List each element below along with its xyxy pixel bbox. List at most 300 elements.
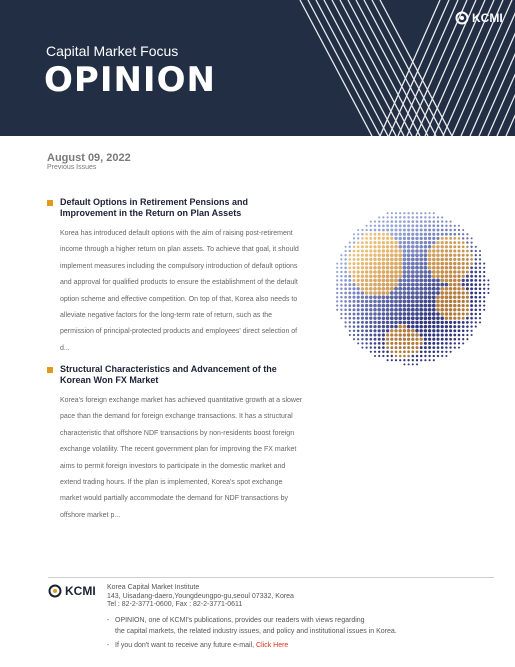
globe-dot <box>453 279 456 282</box>
globe-dot <box>382 351 384 353</box>
globe-dot <box>361 275 364 278</box>
globe-dot <box>428 274 432 278</box>
globe-dot <box>382 338 385 341</box>
globe-dot <box>432 237 435 240</box>
globe-dot <box>415 333 418 336</box>
article-title[interactable] <box>60 197 248 219</box>
globe-dot <box>441 216 443 218</box>
globe-dot <box>415 274 419 278</box>
globe-dot <box>436 312 440 316</box>
globe-dot <box>432 241 435 244</box>
globe-dot <box>415 266 419 270</box>
globe-dot <box>353 266 356 269</box>
globe-dot <box>398 287 402 291</box>
globe-dot <box>428 308 432 312</box>
globe-dot <box>445 237 448 240</box>
globe-dot <box>344 321 346 323</box>
globe-dot <box>432 342 435 345</box>
globe-dot <box>398 253 402 257</box>
globe-dot <box>466 233 468 235</box>
article-headline[interactable] <box>47 197 307 219</box>
globe-dot <box>466 254 469 257</box>
globe-dot <box>419 270 423 274</box>
globe-dot <box>407 266 411 270</box>
globe-dot <box>436 253 440 257</box>
globe-dot <box>445 351 447 353</box>
globe-dot <box>471 334 473 336</box>
globe-dot <box>390 262 394 266</box>
globe-dot <box>449 254 452 257</box>
globe-dot <box>419 249 423 253</box>
globe-dot <box>466 258 469 261</box>
globe-dot <box>407 300 411 304</box>
globe-dot <box>415 228 418 231</box>
globe-dot <box>483 309 485 311</box>
globe-dot <box>475 309 478 312</box>
globe-dot <box>408 363 410 365</box>
globe-dot <box>353 313 356 316</box>
globe-dot <box>407 253 411 257</box>
globe-dot <box>344 254 346 256</box>
globe-dot <box>466 241 468 243</box>
globe-dot <box>377 266 381 270</box>
kcmi-logo-text: KCMI <box>65 584 96 598</box>
globe-dot <box>407 346 410 349</box>
globe-dot <box>483 271 485 273</box>
globe-dot <box>361 287 364 290</box>
globe-dot <box>449 338 452 341</box>
globe-dot <box>386 338 389 341</box>
globe-dot <box>479 267 481 269</box>
globe-dot <box>428 295 432 299</box>
globe-dot <box>436 249 439 252</box>
globe-dot <box>441 229 444 232</box>
globe-dot <box>453 245 456 248</box>
globe-dot <box>336 275 338 277</box>
globe-dot <box>407 279 411 283</box>
globe-dot <box>336 292 338 294</box>
globe-dot <box>411 291 415 295</box>
globe-dot <box>432 346 435 349</box>
globe-dot <box>398 300 402 304</box>
globe-dot <box>399 355 402 358</box>
globe-dot <box>462 262 465 265</box>
globe-dot <box>457 279 460 282</box>
globe-dot <box>432 283 436 287</box>
globe-dot <box>403 312 407 316</box>
globe-dot <box>348 313 351 316</box>
globe-dot <box>357 258 360 261</box>
globe-dot <box>428 216 430 218</box>
globe-dot <box>407 228 410 231</box>
globe-dot <box>445 317 448 320</box>
globe-dot <box>432 295 436 299</box>
globe-dot <box>416 216 419 219</box>
globe-dot <box>399 333 402 336</box>
globe-dot <box>386 220 389 223</box>
globe-dot <box>373 291 377 295</box>
globe-dot <box>436 308 440 312</box>
globe-dot <box>357 291 360 294</box>
globe-dot <box>432 279 436 283</box>
kcmi-logo-icon <box>48 584 62 598</box>
globe-dot <box>357 233 359 235</box>
globe-dot <box>373 266 377 270</box>
globe-dot <box>365 338 368 341</box>
globe-dot <box>432 333 435 336</box>
globe-dot <box>453 266 456 269</box>
kcmi-logo-footer[interactable] <box>48 584 96 598</box>
globe-dot <box>374 233 377 236</box>
globe-dot <box>462 312 465 315</box>
globe-dot <box>445 249 448 252</box>
globe-dot <box>352 279 355 282</box>
globe-dot <box>369 321 372 324</box>
globe-dot <box>382 333 385 336</box>
globe-dot <box>386 283 390 287</box>
globe-dot <box>357 250 360 253</box>
globe-dot <box>424 359 426 361</box>
globe-dot <box>382 316 386 320</box>
globe-dot <box>479 258 481 260</box>
globe-dot <box>424 321 428 325</box>
globe-dot <box>403 325 407 329</box>
globe-dot <box>390 224 393 227</box>
globe-dot <box>440 300 444 304</box>
globe-dot <box>428 312 432 316</box>
globe-dot <box>445 274 449 278</box>
globe-dot <box>373 304 377 308</box>
globe-dot <box>403 316 407 320</box>
globe-dot <box>373 325 376 328</box>
globe-dot <box>466 291 469 294</box>
globe-dot <box>441 249 444 252</box>
globe-dot <box>369 304 372 307</box>
globe-dot <box>411 253 415 257</box>
globe-dot <box>419 279 423 283</box>
globe-dot <box>336 279 338 281</box>
globe-dot <box>391 212 393 214</box>
globe-dot <box>361 291 364 294</box>
globe-dot <box>411 342 414 345</box>
globe-dot <box>395 350 398 353</box>
globe-dot <box>411 338 414 341</box>
globe-dot <box>366 225 368 227</box>
globe-dot <box>390 300 394 304</box>
globe-dot <box>390 308 394 312</box>
article-headline[interactable] <box>47 364 307 386</box>
globe-dot <box>462 237 464 239</box>
globe-dot <box>433 351 436 354</box>
globe-dot <box>390 342 393 345</box>
globe-dot <box>369 274 373 278</box>
globe-dot <box>419 241 422 244</box>
globe-dot <box>386 312 390 316</box>
globe-dot <box>357 287 360 290</box>
globe-dot <box>348 262 351 265</box>
globe-dot <box>470 308 473 311</box>
globe-dot <box>395 359 397 361</box>
globe-dot <box>403 233 406 236</box>
globe-dot <box>449 291 453 295</box>
globe-dot <box>386 321 390 325</box>
globe-dot <box>436 283 440 287</box>
globe-dot <box>445 312 448 315</box>
globe-dot <box>415 237 418 240</box>
globe-dot <box>382 266 386 270</box>
globe-dot <box>365 321 368 324</box>
globe-dot <box>415 283 419 287</box>
unsubscribe-link[interactable]: Click Here <box>256 642 289 649</box>
globe-dot <box>433 359 435 361</box>
globe-dot <box>436 274 440 278</box>
globe-dot <box>373 321 376 324</box>
globe-dot <box>475 262 478 265</box>
globe-dot <box>386 300 390 304</box>
globe-dot <box>445 225 447 227</box>
globe-dot <box>428 237 431 240</box>
globe-dot <box>470 304 473 307</box>
globe-dot <box>470 313 473 316</box>
globe-dot <box>429 359 431 361</box>
globe-dot <box>403 321 407 325</box>
globe-dot <box>336 271 338 273</box>
globe-dot <box>419 266 423 270</box>
globe-dot <box>407 304 411 308</box>
globe-dot <box>437 216 439 218</box>
globe-dot <box>386 224 389 227</box>
globe-dot <box>445 304 449 308</box>
globe-dot <box>386 346 389 349</box>
globe-dot <box>466 250 469 253</box>
globe-dot <box>428 350 431 353</box>
globe-dot <box>411 321 415 325</box>
globe-dot <box>420 212 422 214</box>
globe-dot <box>361 245 364 248</box>
globe-dot <box>436 304 440 308</box>
globe-dot <box>365 237 368 240</box>
globe-dot <box>386 329 389 332</box>
globe-dot <box>454 338 457 341</box>
globe-dot <box>436 295 440 299</box>
globe-dot <box>398 329 401 332</box>
globe-dot <box>340 300 342 302</box>
globe-dot <box>453 241 456 244</box>
globe-dot <box>357 342 359 344</box>
globe-dot <box>377 291 381 295</box>
globe-dot <box>407 325 411 329</box>
globe-dot <box>411 258 415 262</box>
globe-dot <box>361 283 364 286</box>
globe-dot <box>458 250 461 253</box>
globe-dot <box>386 266 390 270</box>
globe-dot <box>344 275 347 278</box>
globe-dot <box>352 283 355 286</box>
globe-dot <box>394 241 397 244</box>
globe-dot <box>357 300 360 303</box>
globe-dot <box>403 262 407 266</box>
globe-dot <box>369 291 373 295</box>
globe-dot <box>382 325 385 328</box>
globe-dot <box>361 312 364 315</box>
globe-dot <box>432 287 436 291</box>
globe-dot <box>466 275 469 278</box>
globe-dot <box>340 267 342 269</box>
globe-dot <box>369 325 372 328</box>
globe-dot <box>378 351 380 353</box>
globe-dot <box>428 229 431 232</box>
globe-dot <box>336 283 338 285</box>
article-title[interactable] <box>60 364 277 386</box>
globe-dot <box>428 287 432 291</box>
globe-dot <box>453 237 456 240</box>
globe-dot <box>386 355 388 357</box>
globe-dot <box>369 283 373 287</box>
globe-dot <box>432 258 436 262</box>
globe-dot <box>415 249 419 253</box>
globe-dot <box>411 283 415 287</box>
globe-dot <box>458 342 460 344</box>
globe-dot <box>445 241 448 244</box>
globe-dot <box>458 347 460 349</box>
globe-dot <box>441 342 444 345</box>
globe-dot <box>382 237 385 240</box>
globe-dot <box>398 262 402 266</box>
globe-dot <box>378 321 381 324</box>
globe-dot <box>462 241 465 244</box>
globe-dot <box>369 241 372 244</box>
globe-dot <box>394 245 398 249</box>
globe-dot <box>353 258 356 261</box>
globe-dot <box>475 317 477 319</box>
globe-dot <box>395 212 397 214</box>
note-line: OPINION, one of KCMI's publications, provides our readers with views regarding <box>115 617 365 624</box>
globe-dot <box>471 242 473 244</box>
globe-dot <box>398 295 402 299</box>
globe-dot <box>475 321 477 323</box>
globe-dot <box>377 274 381 278</box>
globe-dot <box>344 317 346 319</box>
globe-dot <box>466 325 469 328</box>
globe-dot <box>340 288 343 291</box>
globe-dot <box>483 283 485 285</box>
globe-dot <box>399 212 401 214</box>
globe-dot <box>441 355 443 357</box>
footer-contact <box>107 584 294 610</box>
globe-dot <box>436 333 439 336</box>
globe-dot <box>424 262 428 266</box>
globe-dot <box>361 321 364 324</box>
globe-dot <box>474 287 477 290</box>
globe-dot <box>458 245 461 248</box>
globe-dot <box>386 258 390 262</box>
globe-dot <box>407 270 411 274</box>
kcmi-logo-text: KCMI <box>472 11 503 25</box>
globe-dot <box>449 304 452 307</box>
globe-dot <box>377 262 381 266</box>
globe-dot <box>369 287 373 291</box>
globe-dot <box>365 258 368 261</box>
globe-dot <box>344 300 347 303</box>
globe-dot <box>348 275 351 278</box>
kcmi-logo-header[interactable] <box>455 11 503 25</box>
globe-dot <box>449 237 452 240</box>
globe-dot <box>374 237 377 240</box>
globe-dot <box>373 312 376 315</box>
globe-dot <box>424 216 426 218</box>
globe-dot <box>407 245 411 249</box>
globe-dot <box>487 284 489 286</box>
globe-dot <box>394 253 398 257</box>
globe-dot <box>428 262 432 266</box>
globe-dot <box>454 225 456 227</box>
globe-dot <box>378 237 381 240</box>
globe-dot <box>479 271 481 273</box>
globe-dot <box>382 220 384 222</box>
globe-dot <box>457 254 460 257</box>
globe-dot <box>449 245 452 248</box>
globe-dot <box>382 329 385 332</box>
globe-dot <box>428 233 431 236</box>
globe-dot <box>370 225 372 227</box>
globe-dot <box>369 233 372 236</box>
globe-dot <box>454 229 456 231</box>
globe-dot <box>349 321 351 323</box>
globe-dot <box>479 321 481 323</box>
globe-dot <box>390 270 394 274</box>
dash-marker: - <box>107 642 110 649</box>
globe-dot <box>399 346 402 349</box>
globe-dot <box>449 279 453 283</box>
globe-dot <box>462 287 465 290</box>
globe-dot <box>466 334 468 336</box>
globe-dot <box>436 241 439 244</box>
globe-dot <box>449 283 453 287</box>
globe-dot <box>407 262 411 266</box>
globe-dot <box>436 237 439 240</box>
globe-dot <box>419 262 423 266</box>
article-card <box>47 197 307 357</box>
globe-dot <box>403 228 406 231</box>
globe-dot <box>399 237 402 240</box>
globe-dot <box>353 330 355 332</box>
globe-dot <box>382 300 386 304</box>
globe-dot <box>382 274 386 278</box>
globe-dot <box>399 350 402 353</box>
globe-dot <box>483 288 485 290</box>
previous-issues-link[interactable]: Previous Issues <box>47 164 97 171</box>
globe-dot <box>453 283 456 286</box>
globe-dot <box>407 220 410 223</box>
globe-dot <box>403 266 407 270</box>
globe-dot <box>353 237 355 239</box>
globe-dot <box>382 342 385 345</box>
globe-dot <box>424 274 428 278</box>
globe-dot <box>348 258 351 261</box>
globe-dot <box>424 325 428 329</box>
globe-dot <box>474 300 477 303</box>
globe-dot <box>411 333 414 336</box>
globe-dot <box>361 317 364 320</box>
globe-dot <box>424 253 428 257</box>
globe-dot <box>365 287 368 290</box>
globe-dot <box>394 321 398 325</box>
globe-dot <box>340 283 343 286</box>
globe-dot <box>407 321 411 325</box>
globe-dot <box>415 342 418 345</box>
globe-dot <box>373 274 377 278</box>
globe-dot <box>407 274 411 278</box>
